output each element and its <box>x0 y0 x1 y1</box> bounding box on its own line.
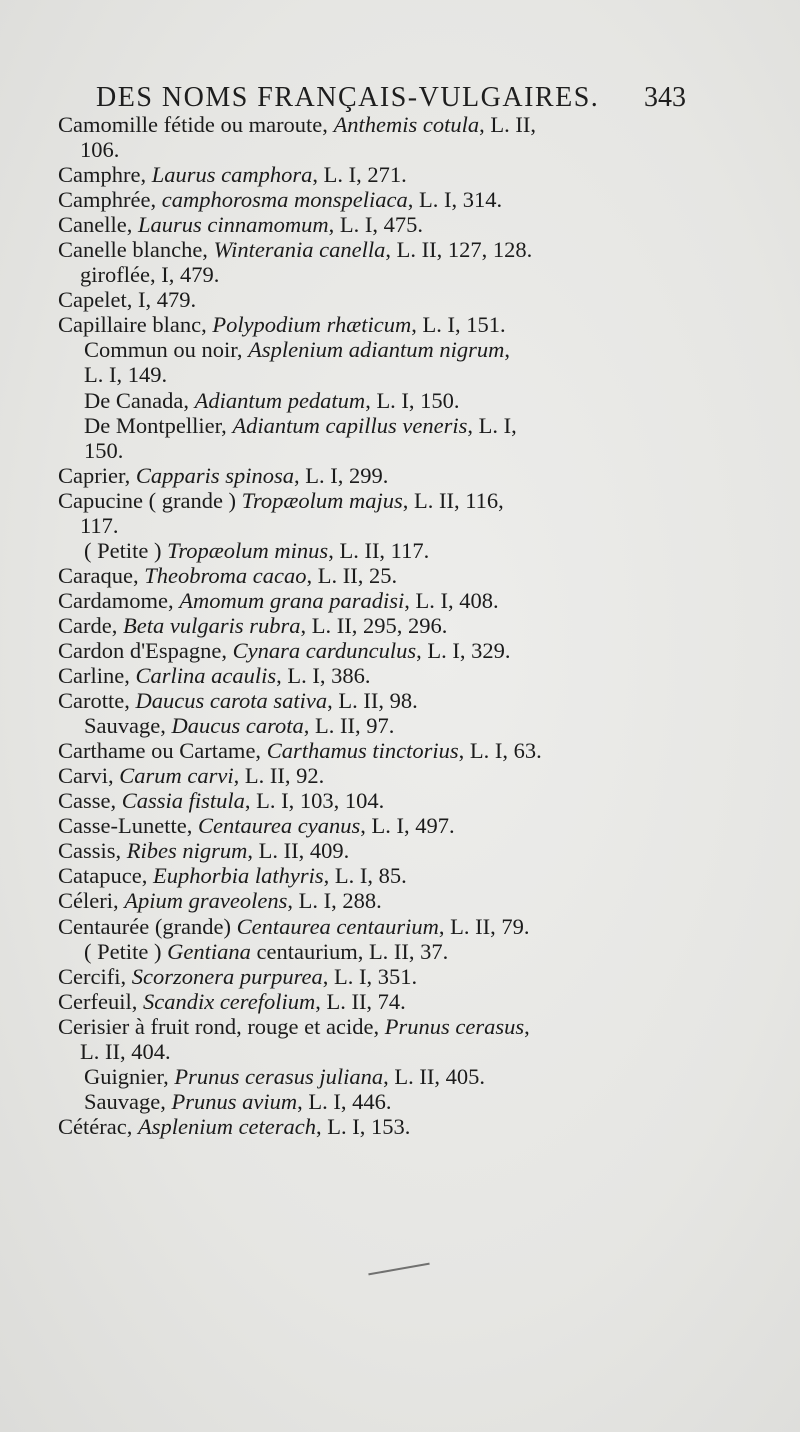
common-name: Carde, <box>58 612 118 638</box>
common-name: Guignier, <box>84 1063 169 1089</box>
reference: , L. I, 386. <box>276 663 371 689</box>
reference: , L. I, 103, 104. <box>244 788 385 814</box>
latin-name: Beta vulgaris rubra <box>122 612 301 638</box>
latin-name: Centaurea centaurium <box>236 913 439 939</box>
reference: , L. II, 295, 296. <box>300 612 448 638</box>
reference: , L. II, 117. <box>328 537 430 563</box>
latin-name: Tropæolum minus <box>167 537 329 563</box>
common-name: Carvi, <box>58 763 114 789</box>
reference: , L. II, 116, <box>402 487 504 513</box>
reference: , L. I, 85. <box>323 863 407 889</box>
glossary-list <box>58 112 698 1139</box>
latin-name: Carum carvi <box>119 763 234 789</box>
common-name: Capucine ( grande ) <box>58 487 237 513</box>
latin-name: Laurus camphora <box>151 162 313 188</box>
reference: , L. I, 408. <box>404 587 499 613</box>
latin-name: Adiantum capillus veneris <box>232 412 468 438</box>
reference: , L. II, <box>479 112 537 137</box>
entry-continuation: giroflée, I, 479. <box>80 262 220 288</box>
glossary-entry <box>58 964 698 989</box>
glossary-entry <box>58 237 698 262</box>
glossary-entry <box>58 588 698 613</box>
latin-name: Prunus cerasus <box>384 1013 525 1039</box>
entry-continuation: L. II, 404. <box>80 1038 171 1064</box>
common-name: Canelle blanche, <box>58 237 208 263</box>
glossary-entry <box>58 212 698 237</box>
common-name: Capillaire blanc, <box>58 312 207 338</box>
glossary-entry <box>58 463 698 488</box>
glossary-subentry <box>58 1064 698 1089</box>
reference: centaurium, L. II, 37. <box>250 938 449 964</box>
latin-name: Ribes nigrum <box>126 838 248 864</box>
latin-name: Daucus carota <box>171 713 304 739</box>
latin-name: Asplenium adiantum nigrum <box>248 337 505 363</box>
common-name: De Montpellier, <box>84 412 227 438</box>
glossary-subentry <box>58 413 698 438</box>
glossary-entry <box>58 788 698 813</box>
reference: , L. I, 151. <box>411 312 506 338</box>
reference: , L. II, 92. <box>233 763 325 789</box>
reference: , L. II, 79. <box>438 913 530 939</box>
latin-name: Tropæolum majus <box>241 487 403 513</box>
reference: , L. II, 127, 128. <box>385 237 533 263</box>
glossary-entry <box>58 1014 698 1039</box>
common-name: Cerisier à fruit rond, rouge et acide, <box>58 1013 380 1039</box>
glossary-subentry <box>58 939 698 964</box>
latin-name: Carlina acaulis <box>135 663 277 689</box>
reference: , L. II, 25. <box>306 562 398 588</box>
reference: , L. I, 271. <box>312 162 407 188</box>
glossary-entry <box>58 112 698 137</box>
common-name: ( Petite ) <box>84 537 162 563</box>
reference: , L. I, 299. <box>294 462 389 488</box>
common-name: Cercifi, <box>58 963 127 989</box>
common-name: Cétérac, <box>58 1113 133 1139</box>
common-name: Cardon d'Espagne, <box>58 637 228 663</box>
glossary-entry <box>58 162 698 187</box>
end-rule <box>368 1263 429 1276</box>
latin-name: Cassia fistula <box>121 788 245 814</box>
running-title: DES NOMS FRANÇAIS-VULGAIRES. <box>96 82 600 113</box>
glossary-entry <box>58 663 698 688</box>
latin-name: Gentiana <box>167 938 251 964</box>
common-name: Capelet, I, 479. <box>58 287 197 313</box>
common-name: Camomille fétide ou maroute, <box>58 112 328 137</box>
reference: , L. I, 446. <box>297 1088 392 1114</box>
latin-name: Adiantum pedatum <box>194 387 366 413</box>
glossary-entry <box>58 613 698 638</box>
common-name: Cassis, <box>58 838 122 864</box>
glossary-entry <box>58 738 698 763</box>
common-name: Catapuce, <box>58 863 148 889</box>
glossary-entry <box>58 763 698 788</box>
glossary-entry <box>58 989 698 1014</box>
page-number: 343 <box>644 82 686 113</box>
glossary-entry <box>58 488 698 513</box>
common-name: Camphre, <box>58 162 147 188</box>
latin-name: Centaurea cyanus <box>197 813 361 839</box>
reference: , <box>524 1013 530 1039</box>
latin-name: Capparis spinosa <box>135 462 294 488</box>
latin-name: Scandix cerefolium <box>142 988 316 1014</box>
common-name: Canelle, <box>58 212 133 238</box>
reference: , L. II, 98. <box>327 688 418 714</box>
entry-continuation: 117. <box>80 512 119 538</box>
common-name: Céleri, <box>58 888 119 914</box>
glossary-entry <box>58 563 698 588</box>
reference: , L. I, 314. <box>407 187 503 213</box>
glossary-subentry <box>58 538 698 563</box>
latin-name: Prunus avium <box>171 1088 298 1114</box>
reference: , L. I, 329. <box>416 637 511 663</box>
common-name: Centaurée (grande) <box>58 913 232 939</box>
latin-name: Carthamus tinctorius <box>266 738 459 764</box>
reference: , L. II, 97. <box>303 713 395 739</box>
common-name: Carthame ou Cartame, <box>58 738 262 764</box>
reference: , L. II, 405. <box>383 1063 485 1089</box>
glossary-entry <box>58 863 698 888</box>
glossary-entry <box>58 312 698 337</box>
reference: , L. I, 153. <box>316 1113 411 1139</box>
entry-continuation: 106. <box>80 137 120 163</box>
common-name: Cerfeuil, <box>58 988 138 1014</box>
common-name: Sauvage, <box>84 713 166 739</box>
latin-name: camphorosma monspeliaca <box>161 187 408 213</box>
reference: , L. I, 288. <box>287 888 382 914</box>
common-name: Camphrée, <box>58 187 157 213</box>
reference: , L. II, 74. <box>315 988 406 1014</box>
latin-name: Amomum grana paradisi <box>179 587 405 613</box>
common-name: Casse, <box>58 788 117 814</box>
common-name: Sauvage, <box>84 1088 166 1114</box>
reference: , L. I, <box>467 412 517 438</box>
reference: , <box>504 337 510 363</box>
reference: , L. I, 63. <box>458 738 542 764</box>
latin-name: Asplenium ceterach <box>137 1113 317 1139</box>
latin-name: Theobroma cacao <box>144 562 307 588</box>
glossary-entry <box>58 638 698 663</box>
common-name: ( Petite ) <box>84 938 162 964</box>
entry-continuation: 150. <box>84 437 124 463</box>
latin-name: Laurus cinnamomum <box>137 212 329 238</box>
common-name: Carotte, <box>58 688 130 714</box>
glossary-entry <box>58 914 698 939</box>
glossary-subentry <box>58 388 698 413</box>
glossary-subentry <box>58 1089 698 1114</box>
glossary-entry <box>58 838 698 863</box>
latin-name: Apium graveolens <box>124 888 288 914</box>
glossary-entry <box>58 688 698 713</box>
reference: , L. I, 351. <box>322 963 418 989</box>
reference: , L. I, 150. <box>365 387 460 413</box>
latin-name: Euphorbia lathyris <box>152 863 324 889</box>
glossary-entry <box>58 287 698 312</box>
reference: , L. I, 497. <box>360 813 455 839</box>
latin-name: Prunus cerasus juliana <box>174 1063 384 1089</box>
common-name: Caraque, <box>58 562 139 588</box>
latin-name: Winterania canella <box>213 237 386 263</box>
latin-name: Scorzonera purpurea <box>131 963 323 989</box>
latin-name: Anthemis cotula <box>333 112 480 137</box>
common-name: Carline, <box>58 663 130 689</box>
glossary-subentry <box>58 337 698 362</box>
latin-name: Cynara cardunculus <box>232 637 417 663</box>
common-name: Cardamome, <box>58 587 174 613</box>
glossary-entry <box>58 888 698 913</box>
glossary-entry <box>58 813 698 838</box>
glossary-entry <box>58 187 698 212</box>
common-name: Commun ou noir, <box>84 337 243 363</box>
reference: , L. II, 409. <box>247 838 350 864</box>
common-name: De Canada, <box>84 387 189 413</box>
glossary-entry <box>58 1114 698 1139</box>
entry-continuation: L. I, 149. <box>84 362 168 388</box>
common-name: Casse-Lunette, <box>58 813 193 839</box>
glossary-subentry <box>58 713 698 738</box>
latin-name: Polypodium rhæticum <box>212 312 412 338</box>
latin-name: Daucus carota sativa <box>135 688 328 714</box>
reference: , L. I, 475. <box>328 212 423 238</box>
common-name: Caprier, <box>58 462 131 488</box>
